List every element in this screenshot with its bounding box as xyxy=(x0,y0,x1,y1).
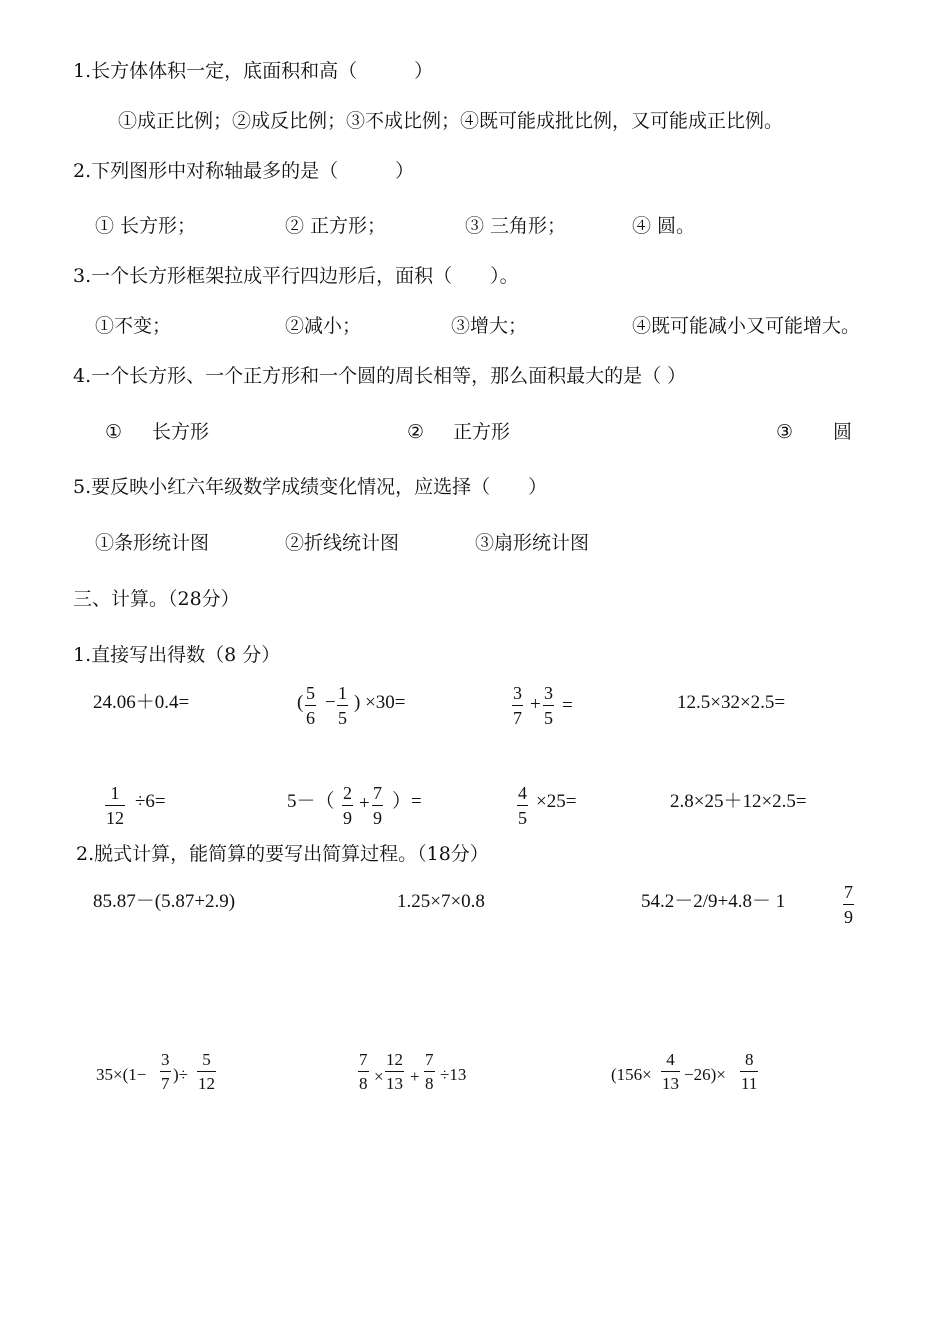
oral-calc-4: 12.5×32×2.5= xyxy=(677,692,786,713)
fraction: 3 7 xyxy=(513,683,522,729)
fraction: 7 8 xyxy=(359,1050,368,1094)
q2-option-1: ① 长方形； xyxy=(95,215,197,237)
q5-stem: 5.要反映小红六年级数学成绩变化情况，应选择（ ） xyxy=(73,476,548,498)
fraction: 5 12 xyxy=(198,1050,215,1094)
q4-option-3-num: ③ xyxy=(776,421,794,443)
q4-stem: 4.一个长方形、一个正方形和一个圆的周长相等，那么面积最大的是（ ） xyxy=(73,365,687,387)
q4-option-2-num: ② xyxy=(407,421,425,443)
fraction: 3 7 xyxy=(161,1050,170,1094)
q2-stem: 2.下列图形中对称轴最多的是（ ） xyxy=(73,160,415,182)
stepwise-calc-2: 1.25×7×0.8 xyxy=(397,891,485,912)
q3-stem: 3.一个长方形框架拉成平行四边形后，面积（ ）。 xyxy=(73,265,519,287)
oral-calc-8: 2.8×25＋12×2.5= xyxy=(670,791,807,812)
stepwise-calc-1: 85.87－(5.87+2.9) xyxy=(93,891,236,912)
q4-option-2-label: 正方形 xyxy=(453,421,511,443)
q2-option-4: ④ 圆。 xyxy=(632,215,696,237)
section-heading-calculation: 三、计算。（28分） xyxy=(73,588,240,610)
sub1-heading: 1.直接写出得数（8 分） xyxy=(73,644,281,666)
fraction: 4 5 xyxy=(518,783,527,829)
fraction: 7 9 xyxy=(373,783,382,829)
q5-option-1: ①条形统计图 xyxy=(95,532,210,554)
fraction: 3 5 xyxy=(544,683,553,729)
sub2-heading: 2.脱式计算，能简算的要写出简算过程。（18分） xyxy=(76,843,489,865)
fraction: 12 13 xyxy=(386,1050,403,1094)
worksheet-page: 1.长方体体积一定，底面积和高（ ） ①成正比例；②成反比例；③不成比例；④既可能成批比例，又可能成正比例。 2.下列图形中对称轴最多的是（ ） ① 长方形； ② 正方形； ③ 三角形； ④ 圆。 3.一个长方形框架拉成平行四边形后，面积（ ）。 ①不变； ②减小； ③增大； ④既可能减小又可能增大。 4.一个长方形、一个正方形和一个圆的周长相等，那么面积最大的是（ ） ① 长方形 ② 正方形 ③ 圆 5.要反映小红六年级数学成绩变化情况，应选择（ ） ①条形统计图 ②折线统计图 ③扇形统计图 三、计算。（28分） 1.直接写出得数（8 分） 24.06＋0.4= ( 5 6 − 1 5 ) ×30= 3 7 + 3 5 = 12.5×32×2.5= 1 12 ÷6= 5－（ 2 9 + 7 9 ）= 4 5 ×25= 2.8×25＋12×2.5= 2.脱式计算，能简算的要写出简算过程。（18分） 85.87－(5.87+2.9) 1.25×7×0.8 54.2－2/9+4.8－ 1 7 9 35×(1− 3 7 )÷ 5 12 7 8 × 12 13 + 7 8 ÷13 (156× 4 13 −26)× 8 11 xyxy=(0,0,950,1344)
q4-option-1-label: 长方形 xyxy=(152,421,210,443)
fraction: 7 9 xyxy=(844,882,853,928)
fraction: 4 13 xyxy=(662,1050,679,1094)
q4-option-1-num: ① xyxy=(105,421,123,443)
q3-option-2: ②减小； xyxy=(285,315,362,337)
q5-option-2: ②折线统计图 xyxy=(285,532,400,554)
q5-option-3: ③扇形统计图 xyxy=(475,532,590,554)
fraction: 2 9 xyxy=(343,783,352,829)
q2-option-2: ② 正方形； xyxy=(285,215,387,237)
q1-options: ①成正比例；②成反比例；③不成比例；④既可能成批比例，又可能成正比例。 xyxy=(118,110,784,132)
q4-option-3-label: 圆 xyxy=(833,421,853,443)
fraction: 1 12 xyxy=(106,783,124,829)
fraction: 1 5 xyxy=(338,683,347,729)
fraction: 5 6 xyxy=(306,683,315,729)
q2-option-3: ③ 三角形； xyxy=(465,215,567,237)
q3-option-3: ③增大； xyxy=(451,315,528,337)
fraction: 8 11 xyxy=(741,1050,758,1094)
q1-stem: 1.长方体体积一定，底面积和高（ ） xyxy=(73,60,434,82)
fraction: 7 8 xyxy=(425,1050,434,1094)
oral-calc-1: 24.06＋0.4= xyxy=(93,692,190,713)
q3-option-4: ④既可能减小又可能增大。 xyxy=(632,315,861,337)
q3-option-1: ①不变； xyxy=(95,315,172,337)
